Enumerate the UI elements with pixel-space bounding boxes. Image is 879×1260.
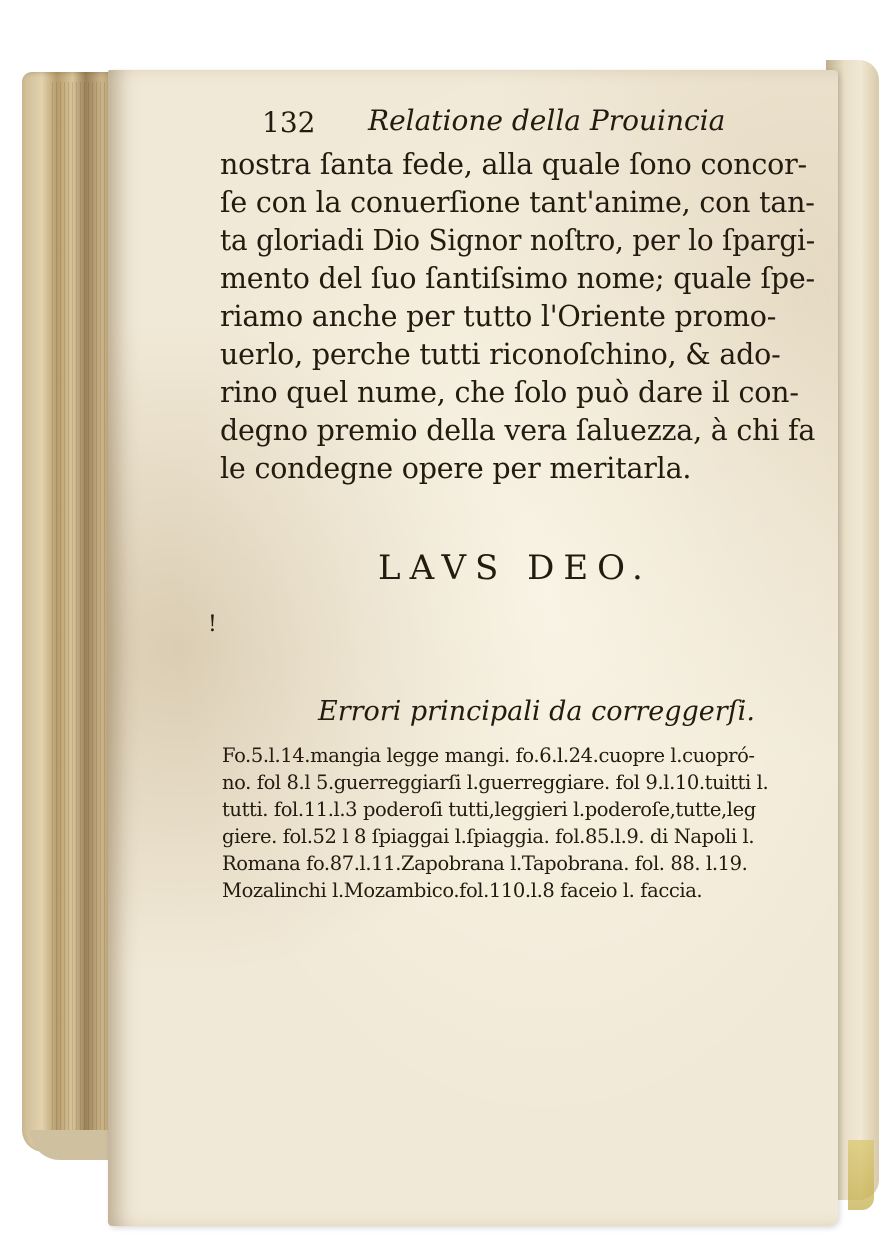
errata-line: Fo.5.l.14.mangia legge mangi. fo.6.l.24.cuopre l.cuopró- <box>222 744 755 767</box>
body-line: ſe con la conuerſione tant'anime, con tan- <box>220 186 815 219</box>
body-line: ta gloriadi Dio Signor noſtro, per lo ſpargi- <box>220 224 815 257</box>
errata-line: no. fol 8.l 5.guerreggiarſi l.guerreggiare. fol 9.l.10.tuitti l. <box>222 771 769 794</box>
body-line: nostra ſanta fede, alla quale ſono concor- <box>220 148 807 181</box>
body-line: rino quel nume, che ſolo può dare il con- <box>220 376 799 409</box>
body-line: uerlo, perche tutti riconoſchino, & ado- <box>220 338 781 371</box>
running-head-title: Relatione della Prouincia <box>368 104 726 137</box>
closing-laus-deo: LAVS DEO. <box>378 548 652 588</box>
errata-line: tutti. fol.11.l.3 poderoſi tutti,leggieri l.poderoſe,tutte,leg <box>222 798 756 821</box>
body-line: degno premio della vera ſaluezza, à chi fa <box>220 414 816 447</box>
body-line: mento del ſuo ſantiſsimo nome; quale ſpe- <box>220 262 815 295</box>
errata-heading: Errori principali da correggerſi. <box>318 696 755 727</box>
gilt-edge <box>848 1140 874 1210</box>
errata-line: Romana fo.87.l.11.Zapobrana l.Tapobrana. fol. 88. l.19. <box>222 852 748 875</box>
errata-line: giere. fol.52 l 8 ſpiaggai l.ſpiaggia. fol.85.l.9. di Napoli l. <box>222 825 755 848</box>
body-line: riamo anche per tutto l'Oriente promo- <box>220 300 777 333</box>
stray-ink-mark: ! <box>208 612 217 637</box>
body-line: le condegne opere per meritarla. <box>220 452 692 485</box>
page-number: 132 <box>262 106 316 139</box>
errata-line: Mozalinchi l.Mozambico.fol.110.l.8 faceio l. faccia. <box>222 879 703 902</box>
